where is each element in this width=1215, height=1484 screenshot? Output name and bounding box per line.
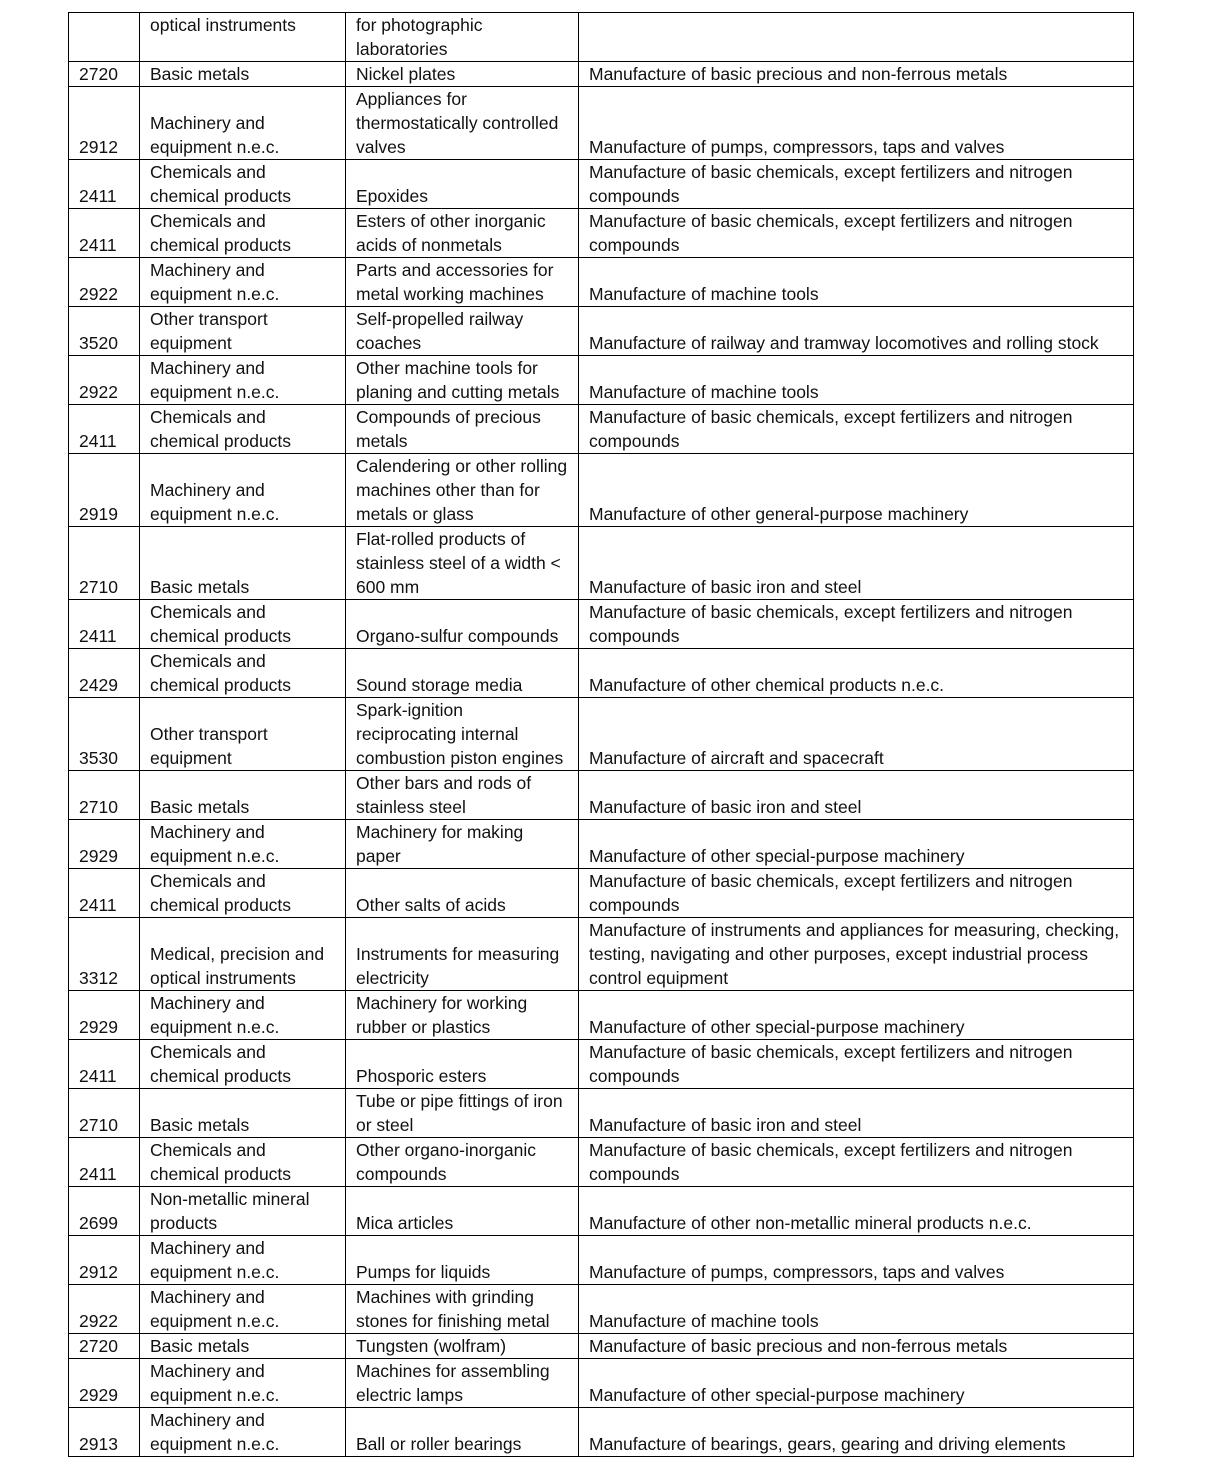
category-cell: Machinery and equipment n.e.c. (140, 820, 346, 869)
code-cell: 2922 (69, 356, 140, 405)
table-row (69, 991, 1134, 1040)
category-cell: Machinery and equipment n.e.c. (140, 1236, 346, 1285)
code-cell: 2411 (69, 869, 140, 918)
category-cell: Non-metallic mineral products (140, 1187, 346, 1236)
product-cell: Other organo-inorganic compounds (346, 1138, 579, 1187)
product-cell: Flat-rolled products of stainless steel of a width < 600 mm (346, 527, 579, 600)
product-cell: Spark-ignition reciprocating internal combustion piston engines (346, 698, 579, 771)
product-cell: Calendering or other rolling machines other than for metals or glass (346, 454, 579, 527)
code-cell: 2929 (69, 991, 140, 1040)
code-cell: 2922 (69, 1285, 140, 1334)
code-cell: 2411 (69, 160, 140, 209)
code-cell: 3520 (69, 307, 140, 356)
category-cell: Basic metals (140, 771, 346, 820)
table-row (69, 356, 1134, 405)
code-cell: 2919 (69, 454, 140, 527)
description-cell: Manufacture of pumps, compressors, taps and valves (579, 1236, 1134, 1285)
category-cell: Machinery and equipment n.e.c. (140, 87, 346, 160)
description-cell: Manufacture of machine tools (579, 1285, 1134, 1334)
description-cell: Manufacture of other general-purpose machinery (579, 454, 1134, 527)
industry-code-table (68, 12, 1134, 1457)
category-cell: Chemicals and chemical products (140, 600, 346, 649)
product-cell: Compounds of precious metals (346, 405, 579, 454)
product-cell: Sound storage media (346, 649, 579, 698)
description-cell: Manufacture of aircraft and spacecraft (579, 698, 1134, 771)
table-row (69, 1408, 1134, 1457)
table-row (69, 307, 1134, 356)
code-cell: 2411 (69, 405, 140, 454)
category-cell: Chemicals and chemical products (140, 1040, 346, 1089)
table-row (69, 1334, 1134, 1359)
table-row (69, 87, 1134, 160)
category-cell: Machinery and equipment n.e.c. (140, 1285, 346, 1334)
product-cell: Machines for assembling electric lamps (346, 1359, 579, 1408)
product-cell: Appliances for thermostatically controlled valves (346, 87, 579, 160)
category-cell: Other transport equipment (140, 698, 346, 771)
table-body (69, 13, 1134, 1457)
code-cell: 2411 (69, 1040, 140, 1089)
product-cell: Tungsten (wolfram) (346, 1334, 579, 1359)
description-cell: Manufacture of basic precious and non-ferrous metals (579, 62, 1134, 87)
product-cell: Other machine tools for planing and cutting metals (346, 356, 579, 405)
code-cell: 2710 (69, 1089, 140, 1138)
category-cell: Basic metals (140, 1334, 346, 1359)
category-cell: Basic metals (140, 62, 346, 87)
description-cell: Manufacture of basic chemicals, except fertilizers and nitrogen compounds (579, 209, 1134, 258)
category-cell: Machinery and equipment n.e.c. (140, 1359, 346, 1408)
category-cell: Other transport equipment (140, 307, 346, 356)
table-row (69, 527, 1134, 600)
table-row (69, 454, 1134, 527)
product-cell: Machines with grinding stones for finishing metal (346, 1285, 579, 1334)
product-cell: Organo-sulfur compounds (346, 600, 579, 649)
product-cell: Tube or pipe fittings of iron or steel (346, 1089, 579, 1138)
description-cell: Manufacture of bearings, gears, gearing and driving elements (579, 1408, 1134, 1457)
category-cell: Chemicals and chemical products (140, 209, 346, 258)
code-cell (69, 13, 140, 62)
product-cell: Parts and accessories for metal working machines (346, 258, 579, 307)
table-row (69, 1236, 1134, 1285)
category-cell: Machinery and equipment n.e.c. (140, 454, 346, 527)
code-cell: 2710 (69, 771, 140, 820)
code-cell: 2411 (69, 600, 140, 649)
category-cell: Chemicals and chemical products (140, 649, 346, 698)
category-cell: Machinery and equipment n.e.c. (140, 991, 346, 1040)
description-cell: Manufacture of basic iron and steel (579, 771, 1134, 820)
description-cell: Manufacture of basic chemicals, except fertilizers and nitrogen compounds (579, 869, 1134, 918)
description-cell: Manufacture of other special-purpose machinery (579, 1359, 1134, 1408)
product-cell: Self-propelled railway coaches (346, 307, 579, 356)
table-row (69, 869, 1134, 918)
product-cell: Machinery for making paper (346, 820, 579, 869)
description-cell (579, 13, 1134, 62)
code-cell: 2922 (69, 258, 140, 307)
code-cell: 2411 (69, 209, 140, 258)
table-row (69, 1040, 1134, 1089)
product-cell: for photographic laboratories (346, 13, 579, 62)
product-cell: Epoxides (346, 160, 579, 209)
description-cell: Manufacture of basic chemicals, except fertilizers and nitrogen compounds (579, 1138, 1134, 1187)
code-cell: 2710 (69, 527, 140, 600)
description-cell: Manufacture of other special-purpose machinery (579, 991, 1134, 1040)
category-cell: Chemicals and chemical products (140, 869, 346, 918)
description-cell: Manufacture of other non-metallic mineral products n.e.c. (579, 1187, 1134, 1236)
description-cell: Manufacture of machine tools (579, 258, 1134, 307)
product-cell: Machinery for working rubber or plastics (346, 991, 579, 1040)
description-cell: Manufacture of railway and tramway locomotives and rolling stock (579, 307, 1134, 356)
category-cell: Basic metals (140, 1089, 346, 1138)
code-cell: 2429 (69, 649, 140, 698)
category-cell: Machinery and equipment n.e.c. (140, 356, 346, 405)
table-row (69, 918, 1134, 991)
product-cell: Mica articles (346, 1187, 579, 1236)
description-cell: Manufacture of other chemical products n.e.c. (579, 649, 1134, 698)
category-cell: Chemicals and chemical products (140, 405, 346, 454)
description-cell: Manufacture of basic precious and non-ferrous metals (579, 1334, 1134, 1359)
table-row (69, 600, 1134, 649)
table-row (69, 1285, 1134, 1334)
product-cell: Ball or roller bearings (346, 1408, 579, 1457)
table-row (69, 258, 1134, 307)
description-cell: Manufacture of machine tools (579, 356, 1134, 405)
product-cell: Nickel plates (346, 62, 579, 87)
code-cell: 2720 (69, 1334, 140, 1359)
description-cell: Manufacture of basic chemicals, except fertilizers and nitrogen compounds (579, 600, 1134, 649)
code-cell: 3312 (69, 918, 140, 991)
description-cell: Manufacture of basic chemicals, except fertilizers and nitrogen compounds (579, 405, 1134, 454)
table-row (69, 771, 1134, 820)
table-row (69, 13, 1134, 62)
table-row (69, 1359, 1134, 1408)
description-cell: Manufacture of basic chemicals, except fertilizers and nitrogen compounds (579, 160, 1134, 209)
category-cell: Machinery and equipment n.e.c. (140, 1408, 346, 1457)
table-row (69, 1089, 1134, 1138)
product-cell: Instruments for measuring electricity (346, 918, 579, 991)
table-row (69, 160, 1134, 209)
product-cell: Other bars and rods of stainless steel (346, 771, 579, 820)
table-row (69, 820, 1134, 869)
code-cell: 2912 (69, 1236, 140, 1285)
code-cell: 2720 (69, 62, 140, 87)
category-cell: Medical, precision and optical instruments (140, 918, 346, 991)
code-cell: 3530 (69, 698, 140, 771)
description-cell: Manufacture of basic iron and steel (579, 1089, 1134, 1138)
category-cell: Basic metals (140, 527, 346, 600)
table-row (69, 62, 1134, 87)
table-row (69, 209, 1134, 258)
table-row (69, 1187, 1134, 1236)
code-cell: 2913 (69, 1408, 140, 1457)
product-cell: Other salts of acids (346, 869, 579, 918)
category-cell: optical instruments (140, 13, 346, 62)
category-cell: Machinery and equipment n.e.c. (140, 258, 346, 307)
product-cell: Phosporic esters (346, 1040, 579, 1089)
description-cell: Manufacture of basic chemicals, except fertilizers and nitrogen compounds (579, 1040, 1134, 1089)
code-cell: 2912 (69, 87, 140, 160)
table-row (69, 405, 1134, 454)
description-cell: Manufacture of other special-purpose machinery (579, 820, 1134, 869)
category-cell: Chemicals and chemical products (140, 1138, 346, 1187)
code-cell: 2699 (69, 1187, 140, 1236)
code-cell: 2929 (69, 820, 140, 869)
code-cell: 2929 (69, 1359, 140, 1408)
code-cell: 2411 (69, 1138, 140, 1187)
description-cell: Manufacture of pumps, compressors, taps and valves (579, 87, 1134, 160)
product-cell: Pumps for liquids (346, 1236, 579, 1285)
product-cell: Esters of other inorganic acids of nonmetals (346, 209, 579, 258)
description-cell: Manufacture of basic iron and steel (579, 527, 1134, 600)
category-cell: Chemicals and chemical products (140, 160, 346, 209)
table-row (69, 649, 1134, 698)
description-cell: Manufacture of instruments and appliances for measuring, checking, testing, navigating and other purposes, except industrial process control equipment (579, 918, 1134, 991)
table-row (69, 698, 1134, 771)
table-row (69, 1138, 1134, 1187)
